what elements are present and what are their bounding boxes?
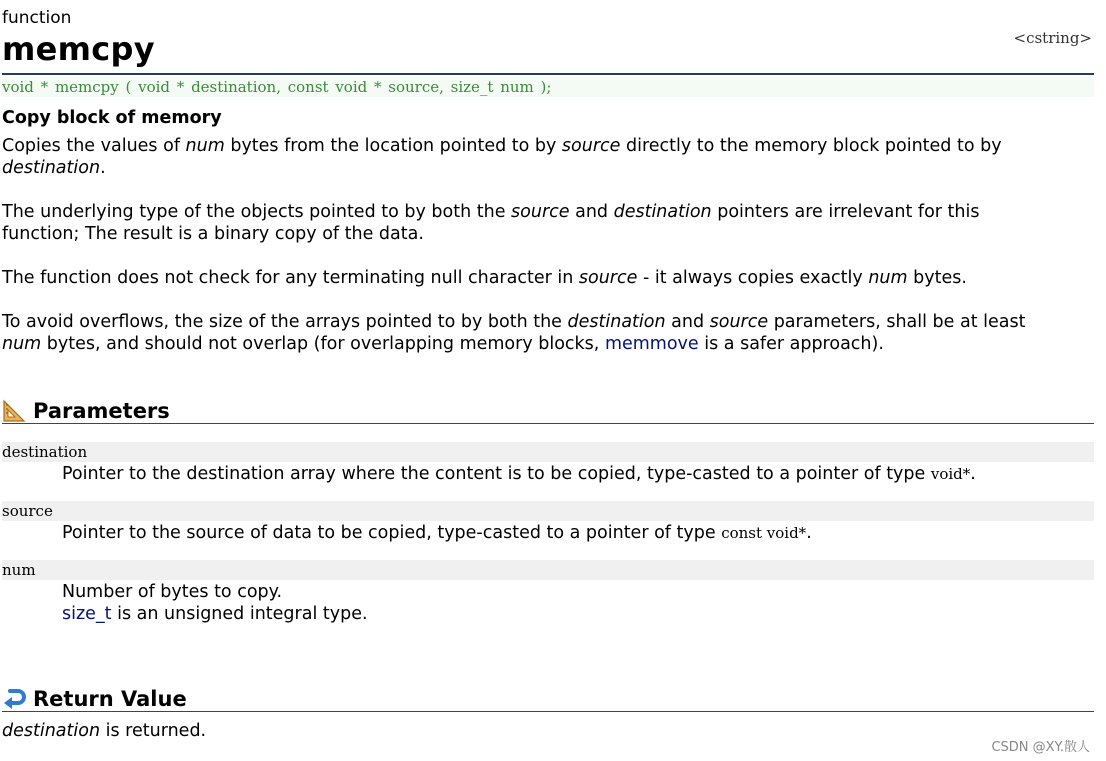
text: Copies the values of [2, 136, 186, 156]
return-value-text [2, 720, 1082, 742]
param-ref: destination [613, 202, 712, 222]
page-title: memcpy [2, 30, 155, 68]
text: . [806, 523, 812, 543]
text: . [100, 158, 106, 178]
section-title-text: Return Value [33, 687, 187, 711]
text: Pointer to the destination array where the content is to be copied, type-casted to a pointer of type [62, 464, 931, 484]
text: directly to the memory block pointed to by [620, 136, 1002, 156]
text: function; The result is a binary copy of the data. [2, 224, 424, 244]
text: is returned. [100, 721, 207, 741]
header-link[interactable]: <cstring> [1013, 29, 1092, 47]
text: and [569, 202, 614, 222]
param-ref: destination [567, 312, 666, 332]
param-name-destination: destination [2, 442, 1094, 462]
param-ref: destination [2, 721, 101, 741]
text: bytes. [907, 268, 967, 288]
section-divider [2, 423, 1094, 424]
param-desc-source [62, 522, 1092, 544]
description-paragraph-2 [2, 201, 1082, 245]
description-paragraph-3 [2, 267, 1082, 289]
text: and [665, 312, 710, 332]
return-value-heading [2, 686, 187, 712]
param-desc-destination [62, 463, 1092, 485]
function-summary: Copy block of memory [2, 108, 222, 128]
param-desc-num [62, 581, 1092, 625]
text: The underlying type of the objects pointed to by both the [2, 202, 512, 222]
watermark: CSDN @XY.散人 [991, 740, 1090, 755]
title-divider [2, 73, 1094, 75]
size-t-link[interactable]: size_t [62, 604, 112, 624]
memmove-link[interactable]: memmove [604, 334, 699, 354]
param-ref: num [2, 334, 42, 354]
return-arrow-icon [2, 687, 26, 711]
param-ref: num [868, 268, 908, 288]
param-ref: source [511, 202, 570, 222]
description-paragraph-4 [2, 311, 1082, 355]
text: . [970, 464, 976, 484]
text: Pointer to the source of data to be copied, type-casted to a pointer of type [62, 523, 722, 543]
type-code: void* [930, 465, 971, 483]
text: bytes from the location pointed to by [224, 136, 562, 156]
param-ref: source [561, 136, 621, 156]
text: - it always copies exactly [637, 268, 869, 288]
entity-kind: function [2, 8, 72, 28]
parameters-heading [2, 398, 170, 424]
text: is a safer approach). [698, 334, 884, 354]
param-name-source: source [2, 501, 1094, 521]
function-prototype: void * memcpy ( void * destination, const void * source, size_t num ); [2, 77, 1094, 97]
param-ref: source [709, 312, 769, 332]
section-divider [2, 711, 1094, 712]
text: Number of bytes to copy. [62, 582, 283, 602]
param-ref: num [185, 136, 225, 156]
type-code: const void* [721, 524, 807, 542]
text: To avoid overflows, the size of the arrays pointed to by both the [2, 312, 568, 332]
text: is an unsigned integral type. [111, 604, 368, 624]
set-square-icon [2, 399, 26, 423]
description-paragraph-1 [2, 135, 1082, 179]
text: pointers are irrelevant for this [711, 202, 980, 222]
text: parameters, shall be at least [768, 312, 1026, 332]
text: bytes, and should not overlap (for overlapping memory blocks, [41, 334, 605, 354]
param-name-num: num [2, 560, 1094, 580]
param-ref: destination [2, 158, 101, 178]
text: The function does not check for any terminating null character in [2, 268, 579, 288]
section-title-text: Parameters [33, 399, 170, 423]
param-ref: source [578, 268, 638, 288]
